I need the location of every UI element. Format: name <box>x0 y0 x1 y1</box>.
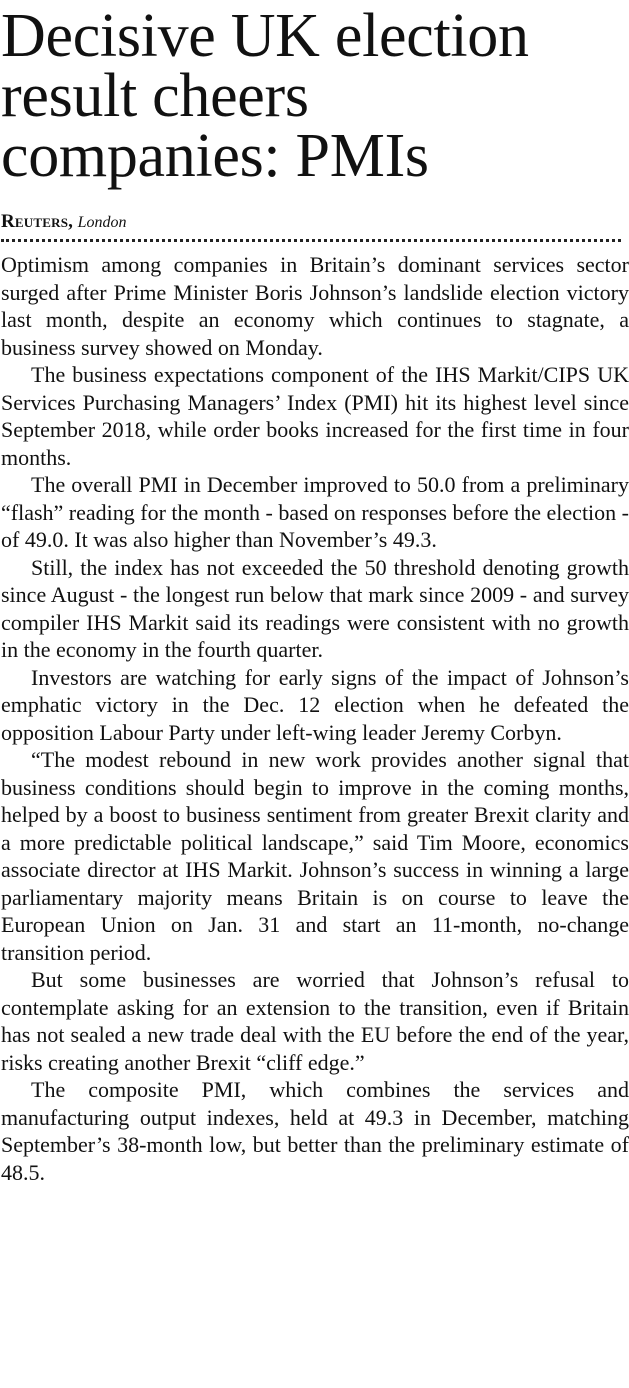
body-paragraph: “The modest rebound in new work provides another signal that business conditions should begin to improve in the coming months, helped by a boost to business sentiment from greater Brexit clarity and a more predictable political landscape,” said Tim Moore, economics associate director at IHS Markit. Johnson’s success in winning a large parliamentary majority means Britain is on course to leave the European Union on Jan. 31 and start an 11-month, no-change transition period. <box>1 747 629 965</box>
body-paragraph: Still, the index has not exceeded the 50 threshold denoting growth since August - the longest run below that mark since 2009 - and survey compiler IHS Markit said its readings were consistent with no growth in the economy in the fourth quarter. <box>1 554 629 662</box>
byline-agency: Reuters, <box>1 211 74 232</box>
dotted-divider <box>1 239 621 242</box>
body-paragraph: But some businesses are worried that Johnson’s refusal to contemplate asking for an extension to the transition, even if Britain has not sealed a new trade deal with the EU before the end of the year, risks creating another Brexit “cliff edge.” <box>1 967 629 1075</box>
headline-line-3: companies: PMIs <box>1 122 429 190</box>
body-paragraph: The overall PMI in December improved to 50.0 from a preliminary “flash” reading for the month - based on responses before the election - of 49.0. It was also higher than November’s 49.3. <box>1 472 629 552</box>
article-body <box>1 251 629 1186</box>
body-paragraph: The composite PMI, which combines the services and manufacturing output indexes, held at 49.3 in December, matching September’s 38-month low, but better than the preliminary estimate of 48.5. <box>1 1077 629 1185</box>
headline-line-1: Decisive UK election <box>1 2 529 70</box>
body-paragraph: The business expectations component of the IHS Markit/CIPS UK Services Purchasing Managers’ Index (PMI) hit its highest level since September 2018, while order books increased for the first time in four months. <box>1 362 629 470</box>
article-headline <box>1 0 629 190</box>
byline <box>1 210 629 232</box>
headline-line-2: result cheers <box>1 62 309 130</box>
body-paragraph: Investors are watching for early signs of the impact of Johnson’s emphatic victory in the Dec. 12 election when he defeated the opposition Labour Party under left-wing leader Jeremy Corbyn. <box>1 664 629 745</box>
byline-location: London <box>77 214 127 231</box>
body-paragraph: Optimism among companies in Britain’s dominant services sector surged after Prime Minister Boris Johnson’s landslide election victory last month, despite an economy which continues to stagnate, a business survey showed on Monday. <box>1 252 629 360</box>
